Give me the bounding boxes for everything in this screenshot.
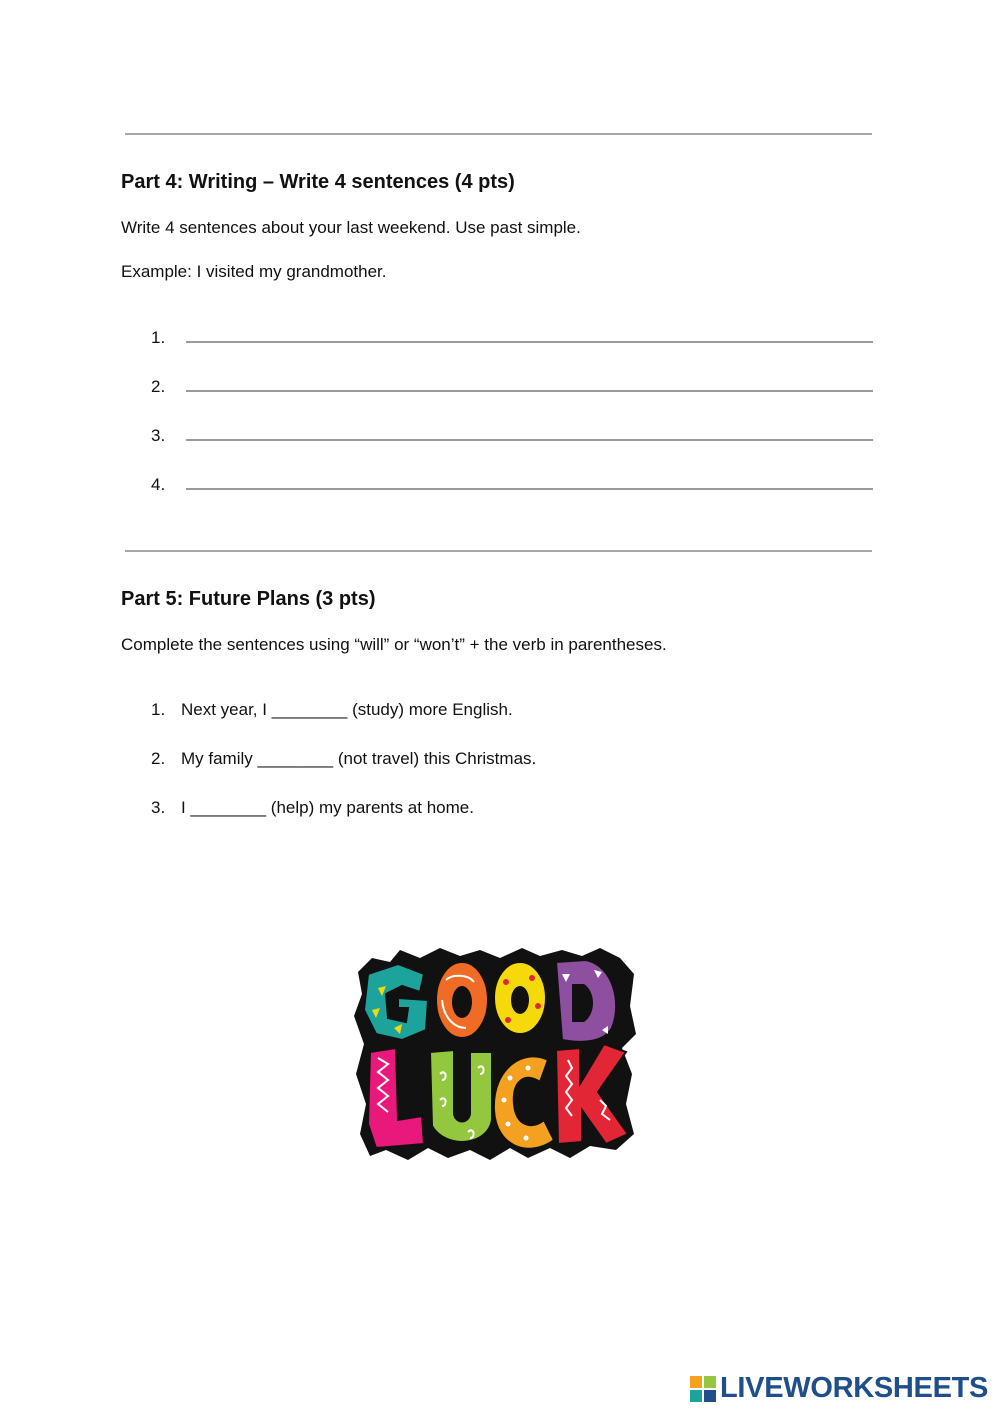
writing-line-1[interactable] [151, 327, 873, 349]
answer-line [186, 439, 873, 441]
part5-heading: Part 5: Future Plans (3 pts) [121, 588, 376, 610]
liveworksheets-blocks-icon [690, 1376, 716, 1402]
good-luck-image [350, 944, 640, 1166]
item-number: 2. [151, 749, 166, 768]
answer-line [186, 341, 873, 343]
item-number: 3. [151, 798, 166, 817]
logo-text: LIVEWORKSHEETS [720, 1372, 989, 1404]
answer-line [186, 488, 873, 490]
answer-line [186, 390, 873, 392]
part4-instruction: Write 4 sentences about your last weekend. Use past simple. [121, 218, 581, 237]
writing-line-4[interactable] [151, 474, 873, 496]
item-text: My family ________ (not travel) this Christmas. [181, 749, 537, 768]
writing-line-number: 3. [151, 426, 166, 445]
part4-heading: Part 4: Writing – Write 4 sentences (4 pts) [121, 171, 515, 193]
item-text: Next year, I ________ (study) more English. [181, 700, 513, 719]
writing-line-number: 2. [151, 377, 166, 396]
writing-line-number: 4. [151, 475, 166, 494]
future-item-3[interactable] [151, 797, 474, 819]
writing-line-2[interactable] [151, 376, 873, 398]
item-number: 1. [151, 700, 166, 719]
divider-top [125, 133, 872, 135]
part5-instruction: Complete the sentences using “will” or “won’t” + the verb in parentheses. [121, 635, 667, 654]
writing-line-3[interactable] [151, 425, 873, 447]
divider-middle [125, 550, 872, 552]
item-text: I ________ (help) my parents at home. [181, 798, 474, 817]
part4-example: Example: I visited my grandmother. [121, 262, 387, 281]
future-item-2[interactable] [151, 748, 536, 770]
future-item-1[interactable] [151, 699, 513, 721]
writing-line-number: 1. [151, 328, 166, 347]
